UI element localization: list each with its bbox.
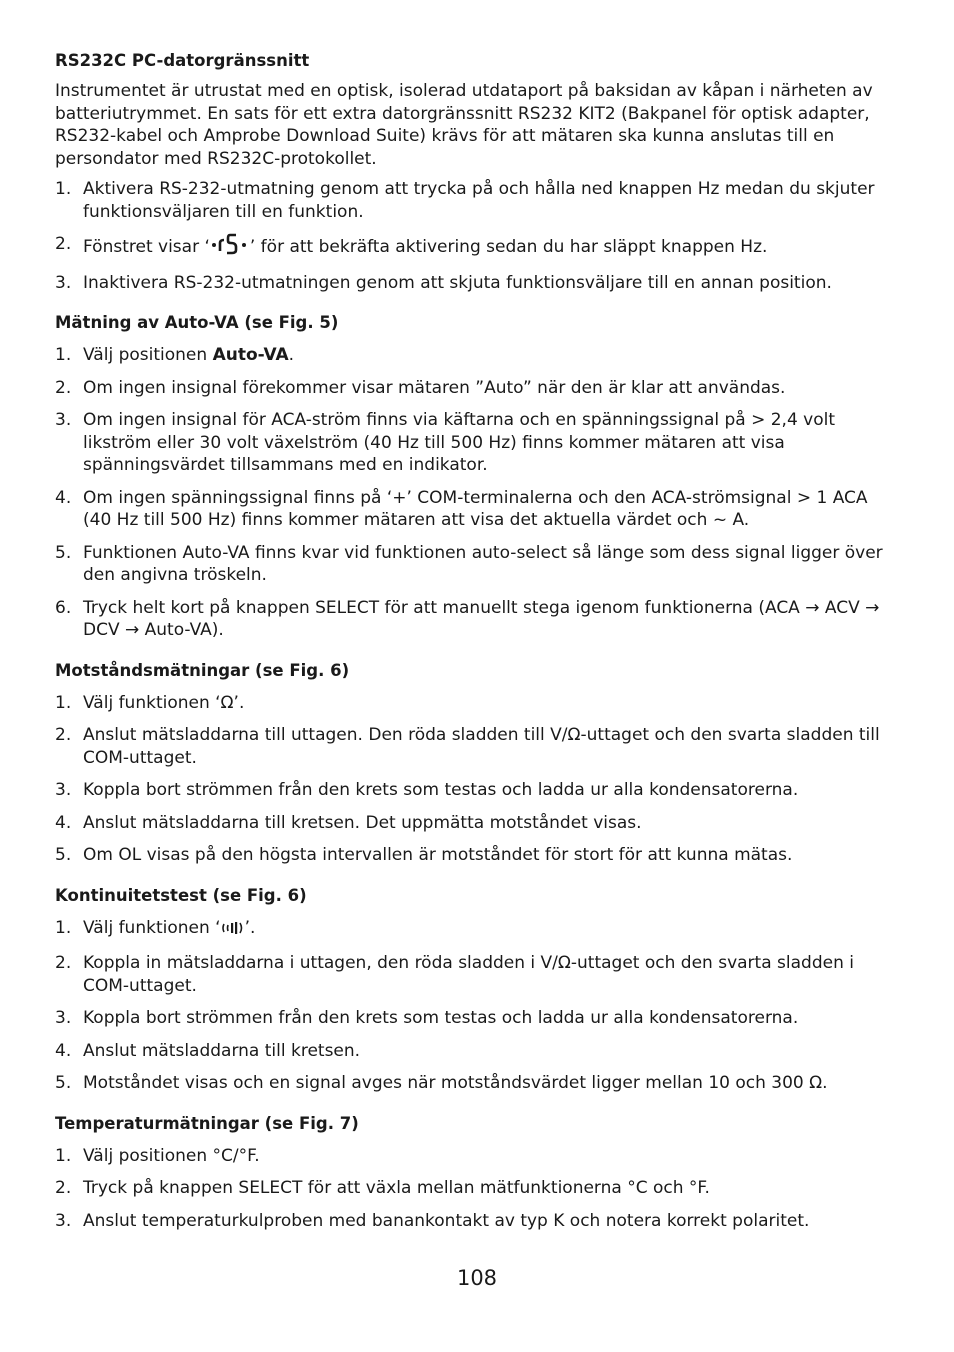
list-item bbox=[55, 597, 900, 642]
item-number: 3. bbox=[55, 1008, 72, 1028]
section-heading: Mätning av Auto-VA (se Fig. 5) bbox=[55, 313, 339, 332]
list-item bbox=[55, 812, 900, 835]
step-list bbox=[55, 1145, 900, 1233]
item-text-post: ’ för att bekräfta aktivering sedan du har släppt knappen Hz. bbox=[249, 237, 768, 257]
item-text-post: . bbox=[288, 345, 295, 365]
item-text: Koppla in mätsladdarna i uttagen, den röda sladden i V/Ω-uttaget och den svarta sladden i COM-uttaget. bbox=[83, 953, 854, 996]
section-resistance bbox=[55, 660, 900, 867]
rs232-display-icon bbox=[210, 233, 250, 262]
item-number: 1. bbox=[55, 179, 72, 199]
item-number: 1. bbox=[55, 345, 72, 365]
item-number: 6. bbox=[55, 597, 72, 618]
item-number: 1. bbox=[55, 692, 72, 713]
item-text-pre: Välj positionen bbox=[83, 345, 213, 365]
list-item bbox=[55, 377, 900, 400]
section-continuity bbox=[55, 885, 900, 1095]
item-number: 3. bbox=[55, 410, 72, 430]
list-item bbox=[55, 1072, 900, 1095]
list-item bbox=[55, 1007, 900, 1030]
list-item bbox=[55, 1177, 900, 1200]
section-auto-va bbox=[55, 312, 900, 642]
item-text-post: ’. bbox=[244, 917, 256, 938]
item-text-bold: Auto-VA bbox=[212, 345, 289, 365]
item-number: 3. bbox=[55, 272, 72, 293]
list-item bbox=[55, 409, 900, 477]
section-heading: Motståndsmätningar (se Fig. 6) bbox=[55, 660, 350, 680]
item-text: Inaktivera RS-232-utmatningen genom att skjuta funktionsväljare till en annan position. bbox=[83, 272, 832, 293]
page-number: 108 bbox=[456, 1266, 498, 1290]
item-number: 1. bbox=[55, 1145, 72, 1166]
item-text: Anslut mätsladdarna till kretsen. bbox=[83, 1040, 361, 1061]
section-heading: Temperaturmätningar (se Fig. 7) bbox=[55, 1113, 359, 1133]
list-item bbox=[55, 1040, 900, 1063]
item-number: 5. bbox=[55, 845, 72, 865]
item-text: Anslut mätsladdarna till uttagen. Den röda sladden till V/Ω-uttaget och den svarta sladden till COM-uttaget. bbox=[83, 725, 880, 768]
item-text: Välj positionen °C/°F. bbox=[83, 1145, 260, 1166]
item-text: Välj funktionen ‘Ω’. bbox=[83, 692, 245, 713]
step-list bbox=[55, 178, 900, 294]
section-rs232 bbox=[55, 50, 900, 294]
item-number: 3. bbox=[55, 1210, 72, 1231]
item-number: 2. bbox=[55, 953, 72, 973]
step-list bbox=[55, 344, 900, 642]
item-number: 3. bbox=[55, 780, 72, 800]
item-number: 4. bbox=[55, 1040, 72, 1061]
list-item bbox=[55, 779, 900, 802]
list-item bbox=[55, 542, 900, 587]
step-list bbox=[55, 692, 900, 867]
item-number: 2. bbox=[55, 725, 72, 745]
item-number: 1. bbox=[55, 917, 72, 938]
item-text: Om OL visas på den högsta intervallen är motståndet för stort för att kunna mätas. bbox=[83, 845, 793, 865]
item-text: Tryck på knappen SELECT för att växla mellan mätfunktionerna °C och °F. bbox=[83, 1178, 710, 1198]
item-text: Anslut mätsladdarna till kretsen. Det uppmätta motståndet visas. bbox=[83, 812, 642, 833]
section-heading: Kontinuitetstest (se Fig. 6) bbox=[55, 885, 307, 905]
item-text: Motståndet visas och en signal avges när motståndsvärdet ligger mellan 10 och 300 Ω. bbox=[83, 1073, 828, 1093]
list-item bbox=[55, 1145, 900, 1168]
item-text: Anslut temperaturkulproben med banankontakt av typ K och notera korrekt polaritet. bbox=[83, 1210, 810, 1231]
list-item bbox=[55, 487, 900, 532]
section-intro: Instrumentet är utrustat med en optisk, isolerad utdataport på baksidan av kåpan i närheten av batteriutrymmet. En sats för ett extra datorgränssnitt RS232 KIT2 (Bakpanel för optisk adapter, RS232-kabel och Amprobe Download Suite) krävs för att mätaren ska kunna anslutas till en persondator med RS232C-protokollet. bbox=[55, 81, 873, 169]
list-item bbox=[55, 272, 900, 295]
list-item bbox=[55, 178, 900, 223]
item-text-pre: Välj funktionen ‘ bbox=[83, 917, 221, 938]
section-heading: RS232C PC-datorgränssnitt bbox=[55, 51, 310, 70]
section-temperature bbox=[55, 1113, 900, 1233]
list-item bbox=[55, 344, 900, 367]
item-text: Tryck helt kort på knappen SELECT för att manuellt stega igenom funktionerna (ACA → ACV → DCV → Auto-VA). bbox=[83, 597, 880, 640]
item-number: 4. bbox=[55, 487, 72, 508]
continuity-icon bbox=[221, 920, 245, 943]
item-text: Funktionen Auto-VA finns kvar vid funktionen auto-select så länge som dess signal ligger över den angivna tröskeln. bbox=[83, 542, 883, 585]
item-number: 2. bbox=[55, 1178, 72, 1198]
list-item bbox=[55, 1210, 900, 1233]
item-number: 2. bbox=[55, 234, 72, 254]
item-number: 5. bbox=[55, 1073, 72, 1093]
item-number: 5. bbox=[55, 542, 72, 563]
item-number: 2. bbox=[55, 377, 72, 398]
item-text: Aktivera RS-232-utmatning genom att trycka på och hålla ned knappen Hz medan du skjuter funktionsväljaren till en funktion. bbox=[83, 179, 875, 222]
item-text: Koppla bort strömmen från den krets som testas och ladda ur alla kondensatorerna. bbox=[83, 1008, 799, 1028]
item-text: Om ingen insignal förekommer visar mätaren ”Auto” när den är klar att användas. bbox=[83, 377, 786, 398]
item-text: Om ingen spänningssignal finns på ‘+’ COM-terminalerna och den ACA-strömsignal > 1 ACA (40 Hz till 500 Hz) finns kommer mätaren att visa det aktuella värdet och ~ A. bbox=[83, 487, 868, 530]
list-item bbox=[55, 844, 900, 867]
step-list bbox=[55, 917, 900, 1095]
item-text: Koppla bort strömmen från den krets som testas och ladda ur alla kondensatorerna. bbox=[83, 780, 799, 800]
list-item bbox=[55, 917, 900, 943]
list-item bbox=[55, 952, 900, 997]
item-number: 4. bbox=[55, 812, 72, 833]
item-text: Om ingen insignal för ACA-ström finns via käftarna och en spänningssignal på > 2,4 volt likström eller 30 volt växelström (40 Hz till 500 Hz) finns kommer mätaren att visa spänningsvärdet tillsammans med en indikator. bbox=[83, 410, 836, 475]
item-text-pre: Fönstret visar ‘ bbox=[83, 237, 210, 257]
list-item bbox=[55, 233, 900, 262]
list-item bbox=[55, 692, 900, 715]
list-item bbox=[55, 724, 900, 769]
document-page bbox=[55, 50, 900, 1232]
